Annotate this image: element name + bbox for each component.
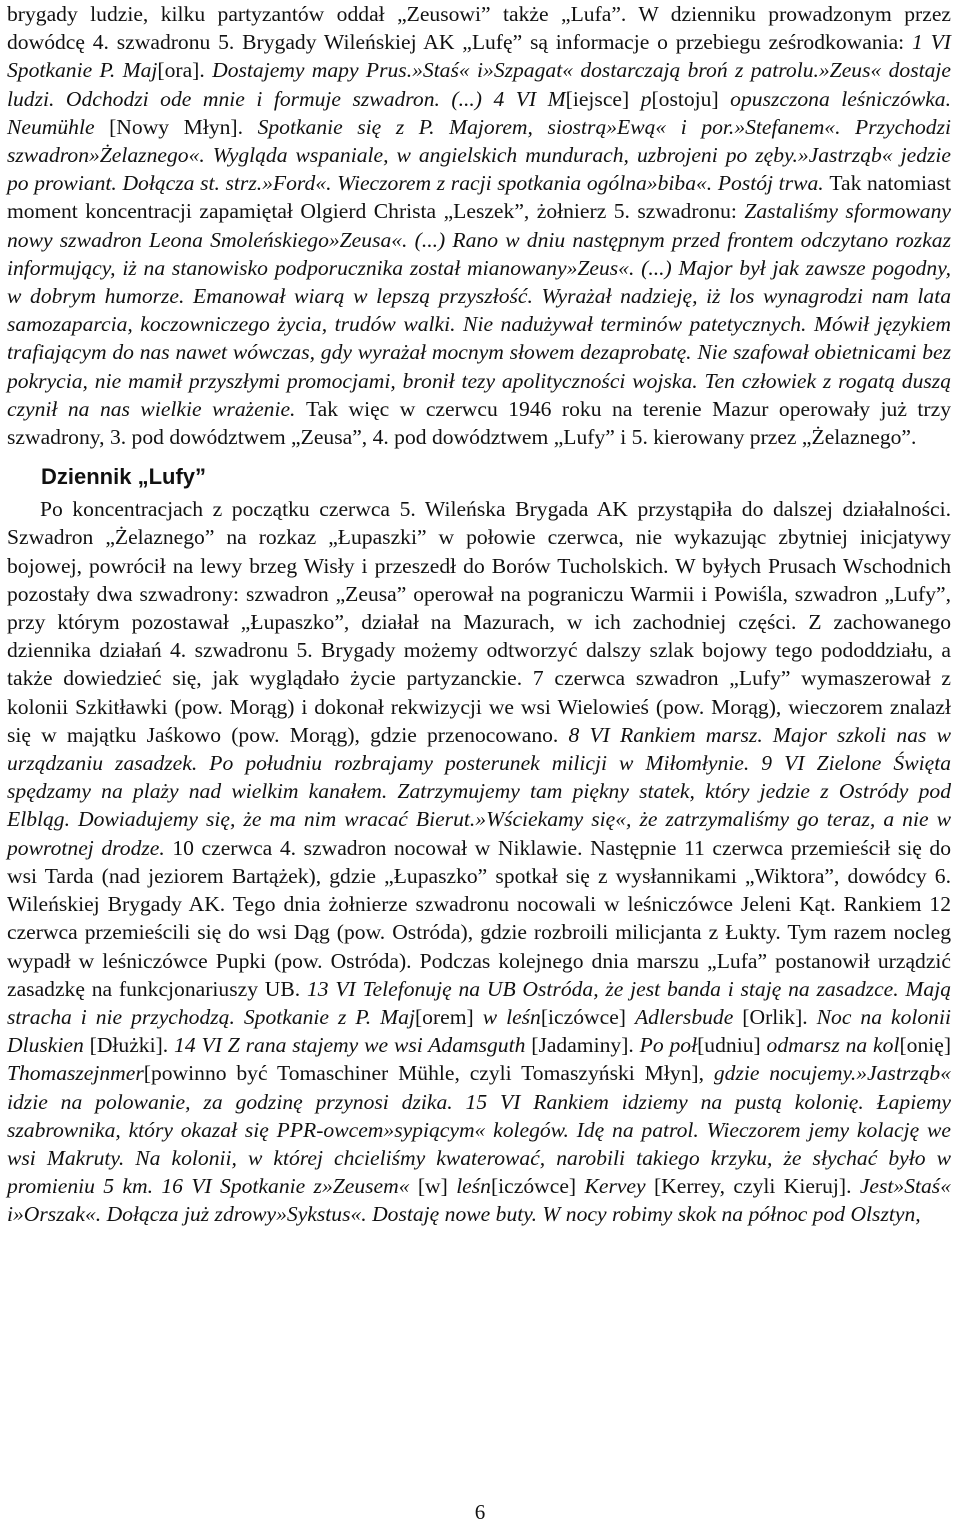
body-paragraph-1 <box>7 0 951 451</box>
narrative-text: [iczówce] <box>540 1004 635 1029</box>
quoted-diary-text: Jest»Staś« i»Orszak«. Dołącza już zdrowy»Sykstus«. Dostaję nowe buty. W nocy robimy skok na północ pod Olsztyn, <box>7 1174 952 1227</box>
narrative-text: [Orlik]. <box>742 1004 817 1029</box>
page-number: 6 <box>474 1500 486 1524</box>
narrative-text: [iejsce] <box>565 86 641 111</box>
quoted-diary-text: Noc na kolonii Dluskien <box>7 1004 951 1058</box>
quoted-diary-text: 8 VI Rankiem marsz. Major szkoli nas w urządzaniu zasadzek. Po południu rozbrajamy posterunek milicji w Miłomłynie. 9 VI Zielone Święta spędzamy na plaży nad wielkim kanałem. Zatrzymujemy tam piękny statek, który jedzie z Ostródy pod Elbląg. Dowiadujemy się, że ma nim wracać Bierut.»Wściekamy się«, że zatrzymaliśmy go teraz, a nie w powrotnej drodze. <box>7 722 951 860</box>
narrative-text: [Jadaminy]. <box>531 1033 640 1058</box>
quoted-diary-text: Zastaliśmy sformowany nowy szwadron Leona Smoleńskiego»Zeusa«. (...) Rano w dniu następnym przed frontem odczytano rozkaz informujący, iż na stanowisko podporucznika został mianowany»Zeus«. (...) Major był jak zawsze pogodny, w dobrym humorze. Emanował wiarą w lepszą przyszłość. Wyrażał nadzieję, iż los wynagrodzi nam lata samozaparcia, koczowniczego życia, trudów walki. Nie nadużywał terminów patetycznych. Mówił językiem trafiającym do nas nawet wówczas, gdy wyrażał mocnym słowem dezaprobatę. Nie szafował obietnicami bez pokrycia, nie mamił przyszłymi promocjami, bronił tezy apolityczności wojska. Ten człowiek z rogatą duszą czynił na nas wielkie wrażenie. <box>7 199 951 421</box>
narrative-text: Po koncentracjach z początku czerwca 5. Wileńska Brygada AK przystąpiła do dalszej działalności. Szwadron „Żelaznego” na rozkaz „Łupaszki” w połowie czerwca, nie wykazując zbytniej inicjatywy bojowej, powrócił na lewy brzeg Wisły i przeszedł do Borów Tucholskich. W byłych Prusach Wschodnich pozostały dwa szwadrony: szwadron „Zeusa” operował na pograniczu Warmii i Powiśla, szwadron „Lufy”, przy którym pozostawał „Łupaszko”, działał na Mazurach, w ich zachodniej części. Z zachowanego dziennika działań 4. szwadronu 5. Brygady możemy odtworzyć dalszy szlak bojowy tego pododdziału, a także dowiedzieć się, jak wyglądało życie partyzanckie. 7 czerwca szwadron „Lufy” wymaszerował z kolonii Szkitławki (pow. Morąg) i dokonał rekwizycji we wsi Wielowieś (pow. Morąg), wieczorem znalazł się w majątku Jaśkowo (pow. Morąg), gdzie przenocowano. <box>7 497 951 747</box>
narrative-text: [Nowy Młyn]. <box>109 114 258 139</box>
quoted-diary-text: gdzie nocujemy.»Jastrząb« idzie na polowanie, za godzinę przynosi dzika. 15 VI Rankiem idziemy na pustą kolonię. Łapiemy szabrownika, który okazał się PPR-owcem»sypiącym« kolegów. Idę na patrol. Wieczorem jemy kolację we wsi Makruty. Na kolonii, w której chcieliśmy kwaterować, narobili takiego krzyku, że słychać było w promieniu 5 km. 16 VI Spotkanie z»Zeusem« <box>7 1061 952 1199</box>
narrative-text: [powinno być Tomaschiner Mühle, czyli Tomaszyński Młyn], <box>143 1061 714 1086</box>
section-heading: Dziennik „Lufy” <box>41 464 207 490</box>
narrative-text: [udniu] <box>697 1033 767 1058</box>
narrative-text: [ora]. <box>157 58 213 83</box>
quoted-diary-text: Po poł <box>639 1033 698 1058</box>
quoted-diary-text: Dostajemy mapy Prus.»Staś« i»Szpagat« dostarczają broń z patrolu.»Zeus« dostaje ludzi. Odchodzi ode mnie i formuje szwadron. (...) 4 VI M <box>7 58 951 111</box>
quoted-diary-text: w leśn <box>482 1004 541 1029</box>
quoted-diary-text: Adlersbude <box>634 1004 743 1029</box>
narrative-text: [ostoju] <box>651 86 731 111</box>
narrative-text: [w] <box>417 1174 457 1199</box>
quoted-diary-text: Spotkanie się z P. Majorem, siostrą»Ewą« i por.»Stefanem«. Przychodzi szwadron»Żelaznego«. Wygląda wspaniale, w angielskich mundurach, uzbrojeni po zęby.»Jastrząb« jedzie po prowiant. Dołącza st. strz.»Ford«. Wieczorem z racji spotkania ogólna»biba«. Postój trwa. <box>7 114 951 196</box>
narrative-text: [Kerrey, czyli Kieruj]. <box>653 1174 860 1199</box>
quoted-diary-text: 1 VI Spotkanie P. Maj <box>7 30 951 83</box>
narrative-text: 10 czerwca 4. szwadron nocował w Niklawie. Następnie 11 czerwca przemieścił się do wsi Tarda (nad jeziorem Bartążek), gdzie „Łupaszko” spotkał się z wysłannikami „Wiktora”, dowódcy 6. Wileńskiej Brygady AK. Tego dnia żołnierze szwadronu nocowali w leśniczówce Jeleni Kąt. Rankiem 12 czerwca przemieścili się do wsi Dąg (pow. Ostróda), gdzie rozbroili milicjanta z Łukty. Tym razem nocleg wypadł w leśniczówce Pupki (pow. Ostróda). Podczas kolejnego dnia marszu „Lufa” postanowił urządzić zasadzkę na funkcjonariuszy UB. <box>7 835 951 1001</box>
narrative-text: [iczówce] <box>490 1174 585 1199</box>
quoted-diary-text: 14 VI Z rana stajemy we wsi Adamsguth <box>174 1033 532 1058</box>
narrative-text: [Dłużki]. <box>89 1033 175 1058</box>
narrative-text: [orem] <box>414 1004 483 1029</box>
quoted-diary-text: opuszczona leśniczówka. Neumühle <box>7 86 951 139</box>
quoted-diary-text: p <box>640 86 652 111</box>
body-paragraph-2 <box>7 495 951 1228</box>
quoted-diary-text: Thomaszejnmer <box>7 1061 144 1086</box>
quoted-diary-text: leśn <box>456 1174 491 1199</box>
quoted-diary-text: 13 VI Telefonuję na UB Ostróda, że jest banda i staję na zasadzce. Mają stracha i nie przychodzą. Spotkanie z P. Maj <box>7 976 951 1029</box>
narrative-text: brygady ludzie, kilku partyzantów oddał „Zeusowi” także „Lufa”. W dzienniku prowadzonym przez dowódcę 4. szwadronu 5. Brygady Wileńskiej AK „Lufę” są informacje o przebiegu ześrodkowania: <box>7 2 951 55</box>
narrative-text: Tak więc w czerwcu 1946 roku na terenie Mazur operowały już trzy szwadrony, 3. pod dowództwem „Zeusa”, 4. pod dowództwem „Lufy” i 5. kierowany przez „Żelaznego”. <box>7 396 951 450</box>
quoted-diary-text: Kervey <box>584 1174 654 1199</box>
narrative-text: [onię] <box>899 1033 952 1058</box>
narrative-text: Tak natomiast moment koncentracji zapamiętał Olgierd Christa „Leszek”, żołnierz 5. szwadronu: <box>7 171 951 224</box>
quoted-diary-text: odmarsz na kol <box>766 1033 900 1058</box>
